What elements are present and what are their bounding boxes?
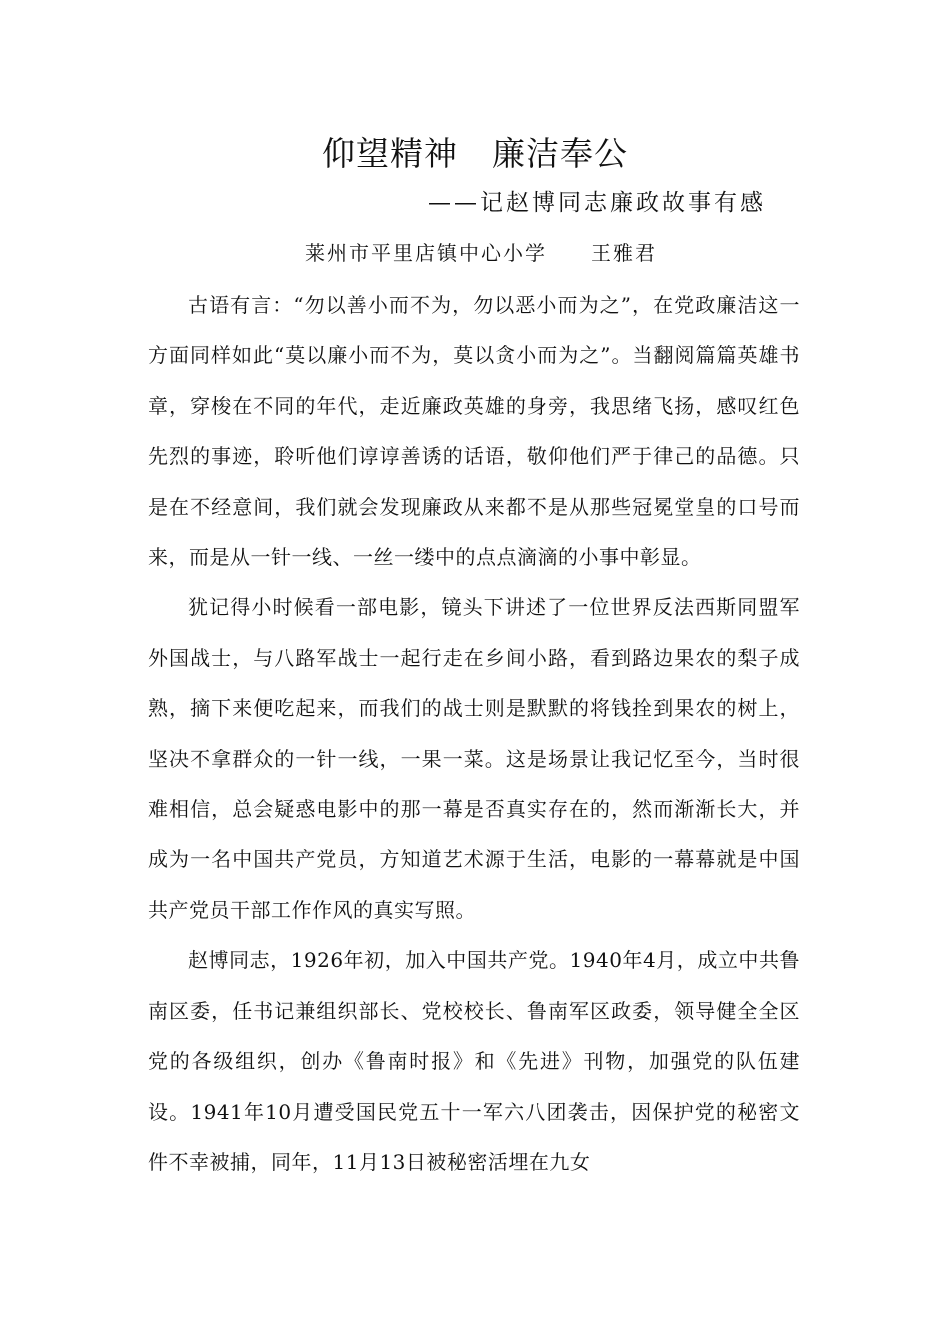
- paragraph-1: 古语有言：“勿以善小而不为，勿以恶小而为之”，在党政廉洁这一方面同样如此“莫以廉小而不为，莫以贪小而为之”。当翻阅篇篇英雄书章，穿梭在不同的年代，走近廉政英雄的身旁，我思绪飞扬，感叹红色先烈的事迹，聆听他们谆谆善诱的话语，敬仰他们严于律己的品德。只是在不经意间，我们就会发现廉政从来都不是从那些冠冕堂皇的口号而来，而是从一针一线、一丝一缕中的点点滴滴的小事中彰显。: [148, 293, 800, 570]
- article-body: [148, 280, 800, 1187]
- page-title: 仰望精神 廉洁奉公: [322, 134, 628, 173]
- page-subtitle: ——记赵博同志廉政故事有感: [428, 190, 766, 216]
- author-line: 莱州市平里店镇中心小学 王雅君: [305, 241, 657, 265]
- paragraph-3: 赵博同志，1926年初，加入中国共产党。1940年4月，成立中共鲁南区委，任书记兼组织部长、党校校长、鲁南军区政委，领导健全全区党的各级组织，创办《鲁南时报》和《先进》刊物，加强党的队伍建设。1941年10月遭受国民党五十一军六八团袭击，因保护党的秘密文件不幸被捕，同年，11月13日被秘密活埋在九女: [148, 948, 800, 1174]
- paragraph-2: 犹记得小时候看一部电影，镜头下讲述了一位世界反法西斯同盟军外国战士，与八路军战士一起行走在乡间小路，看到路边果农的梨子成熟，摘下来便吃起来，而我们的战士则是默默的将钱拴到果农的树上，坚决不拿群众的一针一线，一果一菜。这是场景让我记忆至今，当时很难相信，总会疑惑电影中的那一幕是否真实存在的，然而渐渐长大，并成为一名中国共产党员，方知道艺术源于生活，电影的一幕幕就是中国共产党员干部工作作风的真实写照。: [148, 595, 800, 922]
